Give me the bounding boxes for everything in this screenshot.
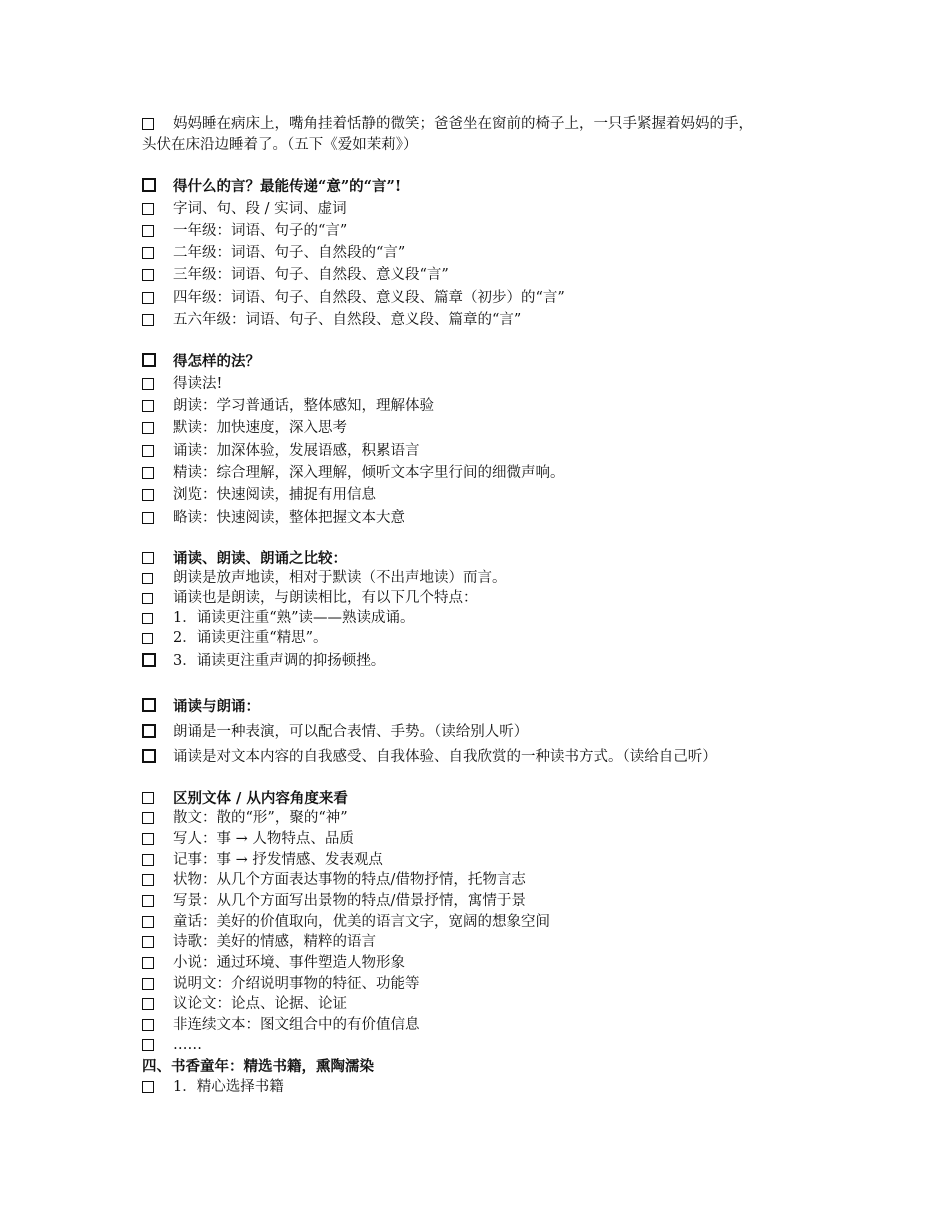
section-genre-title: 区别文体 / 从内容角度来看 (142, 788, 890, 809)
intro-line-2: 头伏在床沿边睡着了。（五下《爱如茉莉》） (142, 137, 418, 153)
list-item: 写人：事 → 人物特点、品质 (142, 829, 890, 850)
checkbox-icon (142, 552, 154, 564)
section-fa-title: 得怎样的法？ (142, 351, 890, 372)
list-item: 三年级：词语、句子、自然段、意义段“言” (142, 265, 890, 286)
list-item: 状物：从几个方面表达事物的特点/借物抒情，托物言志 (142, 870, 890, 891)
checkbox-icon (142, 978, 154, 990)
list-item: 写景：从几个方面写出景物的特点/借景抒情，寓情于景 (142, 891, 890, 912)
checkbox-icon (142, 489, 154, 501)
section-yan-title: 得什么的言？最能传递“意”的“言”! (142, 176, 890, 197)
list-item: 诵读是对文本内容的自我感受、自我体验、自我欣赏的一种读书方式。（读给自己听） (142, 747, 890, 768)
list-item: 二年级：词语、句子、自然段的“言” (142, 243, 890, 264)
list-item: 一年级：词语、句子的“言” (142, 221, 890, 242)
checkbox-icon (142, 854, 154, 866)
checkbox-icon (142, 724, 156, 738)
checkbox-icon (142, 895, 154, 907)
list-item: 1．精心选择书籍 (142, 1077, 890, 1098)
list-item: 议论文：论点、论据、论证 (142, 994, 890, 1015)
checkbox-icon (142, 593, 153, 604)
checkbox-icon (142, 633, 153, 644)
checkbox-icon (142, 957, 154, 969)
checkbox-icon (142, 269, 154, 281)
list-item: 2．诵读更注重“精思”。 (142, 628, 890, 649)
checkbox-icon (142, 573, 153, 584)
section-recite-title: 诵读与朗诵： (142, 696, 890, 717)
checkbox-icon (142, 400, 154, 412)
checkbox-icon (142, 874, 154, 886)
list-item: 诗歌：美好的情感，精粹的语言 (142, 932, 890, 953)
checkbox-icon (142, 178, 156, 192)
checkbox-icon (142, 1019, 154, 1031)
checkbox-icon (142, 378, 154, 390)
checkbox-icon (142, 512, 154, 524)
checkbox-icon (142, 653, 156, 667)
checkbox-icon (142, 203, 154, 215)
checkbox-icon (142, 936, 154, 948)
list-item: 1．诵读更注重“熟”读——熟读成诵。 (142, 608, 890, 629)
list-item: 童话：美好的价值取向，优美的语言文字，宽阔的想象空间 (142, 912, 890, 933)
list-item: 五六年级：词语、句子、自然段、意义段、篇章的“言” (142, 310, 890, 331)
list-item: 说明文：介绍说明事物的特征、功能等 (142, 974, 890, 995)
checkbox-icon (142, 812, 154, 824)
list-item: 精读：综合理解，深入理解，倾听文本字里行间的细微声响。 (142, 463, 890, 484)
section-four-title: 四、书香童年：精选书籍，熏陶濡染 (142, 1058, 374, 1075)
checkbox-icon (142, 467, 154, 479)
checkbox-icon (142, 833, 154, 845)
list-item: 四年级：词语、句子、自然段、意义段、篇章（初步）的“言” (142, 288, 890, 309)
list-item: 朗诵是一种表演，可以配合表情、手势。（读给别人听） (142, 722, 890, 743)
list-item: …… (142, 1035, 890, 1056)
checkbox-icon (142, 698, 156, 712)
checkbox-icon (142, 1081, 154, 1093)
list-item: 字词、句、段 / 实词、虚词 (142, 199, 890, 220)
list-item: 记事：事 → 抒发情感、发表观点 (142, 850, 890, 871)
checkbox-icon (142, 792, 154, 804)
checkbox-icon (142, 1039, 154, 1051)
checkbox-icon (142, 998, 154, 1010)
checkbox-icon (142, 314, 154, 326)
checkbox-icon (142, 247, 154, 259)
checkbox-icon (142, 916, 154, 928)
intro-line-1: 妈妈睡在病床上，嘴角挂着恬静的微笑；爸爸坐在窗前的椅子上，一只手紧握着妈妈的手， (142, 114, 890, 135)
list-item: 默读：加快速度，深入思考 (142, 418, 890, 439)
list-item: 诵读：加深体验，发展语感，积累语言 (142, 441, 890, 462)
list-item: 诵读也是朗读，与朗读相比，有以下几个特点： (142, 588, 890, 609)
checkbox-icon (142, 225, 154, 237)
list-item: 朗读：学习普通话，整体感知，理解体验 (142, 396, 890, 417)
list-item: 得读法! (142, 374, 890, 395)
checkbox-icon (142, 353, 156, 367)
checkbox-icon (142, 118, 154, 130)
checkbox-icon (142, 445, 154, 457)
list-item: 小说：通过环境、事件塑造人物形象 (142, 953, 890, 974)
list-item: 非连续文本：图文组合中的有价值信息 (142, 1015, 890, 1036)
list-item: 略读：快速阅读，整体把握文本大意 (142, 508, 890, 529)
section-compare-title: 诵读、朗读、朗诵之比较： (142, 548, 890, 569)
list-item: 3．诵读更注重声调的抑扬顿挫。 (142, 651, 890, 672)
list-item: 朗读是放声地读，相对于默读（不出声地读）而言。 (142, 568, 890, 589)
checkbox-icon (142, 292, 154, 304)
checkbox-icon (142, 749, 156, 763)
checkbox-icon (142, 422, 154, 434)
checkbox-icon (142, 613, 153, 624)
list-item: 散文：散的“形”，聚的“神” (142, 808, 890, 829)
list-item: 浏览：快速阅读，捕捉有用信息 (142, 485, 890, 506)
